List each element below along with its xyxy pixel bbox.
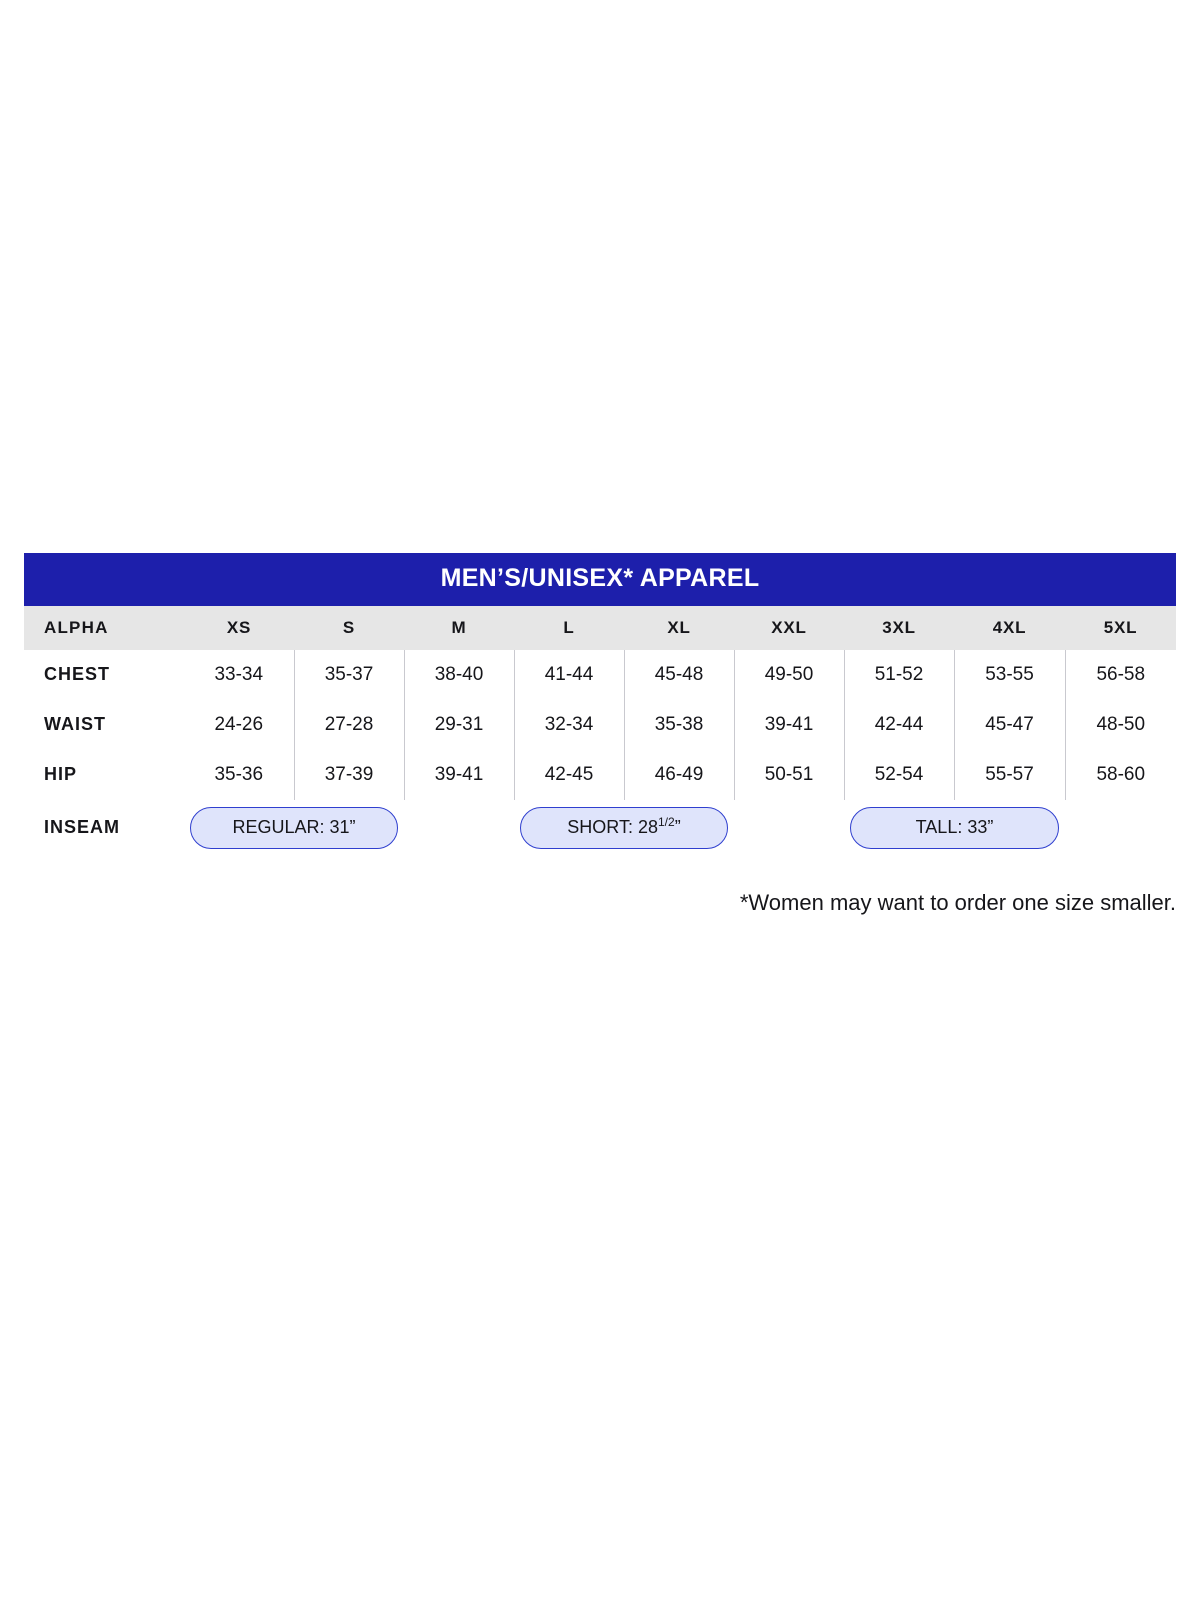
inseam-spacer-3 [1065, 800, 1176, 856]
cell-chest-3xl: 51-52 [844, 650, 954, 700]
cell-waist-xxl: 39-41 [734, 700, 844, 750]
cell-hip-xs: 35-36 [184, 750, 294, 800]
inseam-option-tall-cell [844, 800, 1065, 856]
cell-chest-4xl: 53-55 [954, 650, 1065, 700]
header-size-4xl: 4XL [992, 617, 1027, 637]
header-size-m: M [451, 617, 467, 637]
cell-hip-5xl: 58-60 [1096, 763, 1146, 785]
header-size-l: L [563, 617, 575, 637]
header-alpha: ALPHA [44, 617, 109, 637]
row-label-inseam: INSEAM [44, 817, 121, 837]
header-size-xxl: XXL [771, 617, 807, 637]
cell-chest-m: 38-40 [404, 650, 514, 700]
inseam-option-regular-cell [184, 800, 404, 856]
inseam-short-text: SHORT: 28 [567, 816, 658, 837]
table-row-chest [24, 650, 1176, 700]
inseam-option-short-cell [514, 800, 734, 856]
table-header-row [24, 606, 1176, 650]
size-chart [24, 553, 1176, 856]
cell-chest-xxl: 49-50 [734, 650, 844, 700]
cell-chest-xl: 45-48 [624, 650, 734, 700]
cell-waist-4xl: 45-47 [954, 700, 1065, 750]
inseam-option-regular[interactable]: REGULAR: 31” [190, 807, 398, 849]
cell-waist-s: 27-28 [294, 700, 404, 750]
header-size-xs: XS [226, 617, 252, 637]
inseam-spacer-1 [404, 800, 514, 856]
cell-waist-5xl: 48-50 [1096, 713, 1146, 735]
cell-hip-3xl: 52-54 [844, 750, 954, 800]
cell-waist-l: 32-34 [514, 700, 624, 750]
size-table [24, 606, 1176, 856]
chart-title-banner: MEN’S/UNISEX* APPAREL [24, 553, 1176, 606]
cell-hip-4xl: 55-57 [954, 750, 1065, 800]
cell-waist-3xl: 42-44 [844, 700, 954, 750]
cell-hip-m: 39-41 [404, 750, 514, 800]
inseam-option-short[interactable] [520, 807, 728, 849]
cell-hip-xxl: 50-51 [734, 750, 844, 800]
cell-waist-xs: 24-26 [184, 700, 294, 750]
cell-hip-s: 37-39 [294, 750, 404, 800]
cell-chest-xs: 33-34 [184, 650, 294, 700]
cell-hip-l: 42-45 [514, 750, 624, 800]
header-size-5xl: 5XL [1103, 617, 1138, 637]
cell-chest-s: 35-37 [294, 650, 404, 700]
cell-chest-5xl: 56-58 [1096, 663, 1146, 685]
cell-hip-xl: 46-49 [624, 750, 734, 800]
table-row-inseam [24, 800, 1176, 856]
inseam-short-fraction: 1/2 [658, 814, 675, 829]
row-label-hip: HIP [44, 764, 78, 784]
table-row-hip [24, 750, 1176, 800]
header-size-s: S [342, 617, 356, 637]
inseam-short-suffix: ” [674, 816, 681, 837]
inseam-spacer-2 [734, 800, 844, 856]
cell-waist-m: 29-31 [404, 700, 514, 750]
footnote-text: *Women may want to order one size smaller. [739, 890, 1176, 915]
header-size-3xl: 3XL [882, 617, 916, 637]
table-row-waist [24, 700, 1176, 750]
header-size-xl: XL [667, 617, 691, 637]
cell-chest-l: 41-44 [514, 650, 624, 700]
cell-waist-xl: 35-38 [624, 700, 734, 750]
inseam-option-tall[interactable]: TALL: 33” [850, 807, 1059, 849]
row-label-waist: WAIST [44, 714, 106, 734]
row-label-chest: CHEST [44, 664, 111, 684]
